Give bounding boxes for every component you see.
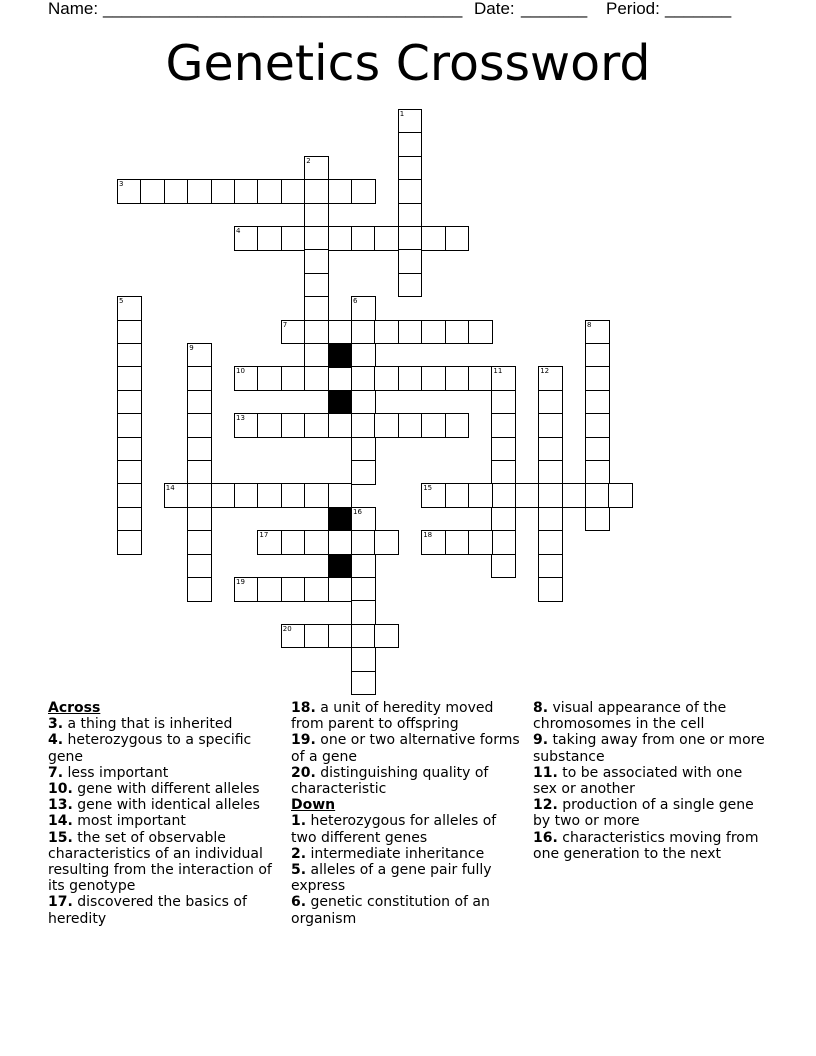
crossword-cell[interactable] [421,413,446,438]
crossword-cell[interactable] [445,226,470,251]
across-clue [48,830,280,895]
clue-number: 20 [282,624,292,633]
clue-number: 19 [236,578,245,586]
clue-text: one or two alternative forms of a gene [291,732,520,765]
crossword-cell[interactable] [421,483,446,508]
crossword-cell[interactable] [304,226,329,251]
crossword-cell[interactable] [374,320,399,345]
crossword-cell[interactable] [328,530,353,555]
crossword-cell[interactable] [117,413,142,438]
crossword-cell[interactable] [164,483,189,508]
black-square [328,507,353,532]
clue-number-label: 2. [291,845,307,862]
crossword-cell[interactable] [328,179,353,204]
clues-column-3 [533,700,765,862]
clue-number-label: 11. [533,764,558,781]
crossword-cell[interactable] [187,437,212,462]
crossword-cell[interactable] [281,413,306,438]
across-clue [291,732,521,764]
crossword-cell[interactable] [538,437,563,462]
crossword-cell[interactable] [374,366,399,391]
crossword-cell[interactable] [187,577,212,602]
across-clue [48,781,280,797]
clue-text: to be associated with one sex or another [533,764,743,798]
clue-number-label: 9. [533,732,549,749]
crossword-cell[interactable] [351,507,376,532]
crossword-cell[interactable] [304,366,329,391]
crossword-cell[interactable] [351,577,376,602]
clue-number-label: 19. [291,732,316,749]
clue-number: 10 [236,367,245,376]
clue-text: heterozygous for alleles of two different genes [291,813,497,846]
clue-number: 8 [587,320,592,329]
crossword-cell[interactable] [585,460,610,485]
clues-column-1 [48,700,280,927]
crossword-cell[interactable] [328,624,353,649]
down-clue [533,732,765,764]
crossword-cell[interactable] [187,366,212,391]
crossword-cell[interactable] [211,179,236,204]
down-clue [291,846,521,862]
crossword-cell[interactable] [281,530,306,555]
clue-number-label: 10. [48,781,73,798]
clue-number-label: 15. [48,829,73,846]
crossword-cell[interactable] [445,320,470,345]
clue-number: 5 [119,297,124,306]
clue-number-label: 1. [291,813,307,830]
crossword-cell[interactable] [351,647,376,672]
crossword-cell[interactable] [585,366,610,391]
down-clue [533,700,765,732]
crossword-cell[interactable] [281,483,306,508]
crossword-cell[interactable] [234,179,259,204]
clue-number-label: 12. [533,797,558,814]
clue-number-label: 5. [291,862,307,879]
crossword-cell[interactable] [234,577,259,602]
crossword-cell[interactable] [304,320,329,345]
down-heading: Down [291,797,336,814]
crossword-cell[interactable] [351,366,376,391]
clue-number: 14 [165,484,175,493]
crossword-cell[interactable] [328,483,353,508]
crossword-cell[interactable] [398,179,423,204]
crossword-cell[interactable] [281,320,306,345]
clue-number-label: 7. [48,764,64,781]
crossword-cell[interactable] [117,530,142,555]
crossword-cell[interactable] [187,530,212,555]
down-clue [291,894,521,926]
crossword-cell[interactable] [351,413,376,438]
crossword-cell[interactable] [398,320,423,345]
clue-number: 9 [189,344,194,352]
crossword-cell[interactable] [491,483,516,508]
clue-number-label: 6. [291,894,307,911]
clue-number-label: 13. [48,797,73,814]
clue-text: a thing that is inherited [63,716,233,733]
across-clue [48,797,280,813]
crossword-cell[interactable] [445,483,470,508]
clue-text: a unit of heredity moved from parent to offspring [291,700,494,733]
clue-text: alleles of a gene pair fully express [291,862,492,895]
crossword-cell[interactable] [351,671,376,696]
down-clue [533,797,765,829]
crossword-cell[interactable] [140,179,165,204]
crossword-cell[interactable] [538,554,563,579]
across-heading: Across [48,700,101,716]
crossword-cell[interactable] [304,577,329,602]
clue-number-label: 8. [533,700,549,716]
crossword-cell[interactable] [398,132,423,157]
crossword-cell[interactable] [257,530,282,555]
crossword-cell[interactable] [328,320,353,345]
clue-text: genetic constitution of an organism [291,894,490,927]
crossword-cell[interactable] [304,343,329,368]
clue-text: most important [72,813,186,830]
clue-number: 7 [282,320,288,329]
down-clue [533,830,765,862]
crossword-cell[interactable] [585,320,610,345]
crossword-cell[interactable] [398,366,423,391]
crossword-cell[interactable] [585,390,610,415]
period-line[interactable]: _______ [665,0,732,18]
crossword-cell[interactable] [117,390,142,415]
crossword-cell[interactable] [374,226,399,251]
clue-text: heterozygous to a specific gene [48,732,252,765]
crossword-cell[interactable] [304,530,329,555]
crossword-cell[interactable] [585,483,610,508]
crossword-cell[interactable] [117,507,142,532]
crossword-cell[interactable] [398,203,423,228]
crossword-cell[interactable] [585,343,610,368]
crossword-cell[interactable] [468,483,493,508]
crossword-cell[interactable] [328,226,353,251]
clue-number: 16 [353,507,362,516]
date-label: Date: [474,0,515,18]
clue-number: 13 [236,414,245,423]
crossword-cell[interactable] [234,226,259,251]
crossword-cell[interactable] [328,577,353,602]
clue-text: the set of observable characteristics of an individual resulting from the interaction of its genotype [48,829,272,895]
crossword-cell[interactable] [374,624,399,649]
page-title: Genetics Crossword [165,35,651,92]
crossword-cell[interactable] [117,320,142,345]
crossword-cell[interactable] [187,507,212,532]
crossword-cell[interactable] [351,320,376,345]
crossword-cell[interactable] [351,179,376,204]
crossword-cell[interactable] [538,530,563,555]
crossword-cell[interactable] [281,226,306,251]
clue-text: less important [63,764,169,781]
crossword-cell[interactable] [351,343,376,368]
clue-number: 4 [236,227,241,235]
across-clue [48,716,280,732]
crossword-cell[interactable] [187,413,212,438]
black-square [328,390,353,415]
crossword-cell[interactable] [234,366,259,391]
crossword-cell[interactable] [117,460,142,485]
clue-number: 2 [306,156,311,165]
crossword-cell[interactable] [257,366,282,391]
clue-number: 6 [353,297,358,306]
crossword-cell[interactable] [421,320,446,345]
crossword-cell[interactable] [538,483,563,508]
crossword-cell[interactable] [398,156,423,181]
crossword-cell[interactable] [491,390,516,415]
clue-text: visual appearance of the chromosomes in the cell [533,700,727,733]
across-clue [48,813,280,829]
crossword-cell[interactable] [374,413,399,438]
crossword-cell[interactable] [538,460,563,485]
across-clue [48,765,280,781]
crossword-cell[interactable] [304,413,329,438]
crossword-cell[interactable] [187,554,212,579]
crossword-cell[interactable] [117,366,142,391]
crossword-cell[interactable] [351,460,376,485]
crossword-cell[interactable] [234,483,259,508]
crossword-cell[interactable] [421,226,446,251]
name-line[interactable]: ______________________________________ [103,0,463,18]
crossword-cell[interactable] [187,343,212,368]
clue-text: production of a single gene by two or more [533,797,754,830]
crossword-cell[interactable] [117,179,142,204]
crossword-cell[interactable] [562,483,587,508]
clue-number-label: 17. [48,894,73,911]
crossword-cell[interactable] [491,530,516,555]
clue-text: gene with different alleles [72,781,260,798]
crossword-cell[interactable] [164,179,189,204]
crossword-cell[interactable] [538,413,563,438]
name-label: Name: [48,0,99,18]
clues-column-2 [291,700,521,927]
crossword-cell[interactable] [351,437,376,462]
crossword-cell[interactable] [445,413,470,438]
clue-number: 17 [259,531,269,540]
crossword-cell[interactable] [585,437,610,462]
clue-text: characteristics moving from one generation to the next [533,829,759,862]
crossword-cell[interactable] [257,413,282,438]
across-clue [48,732,280,764]
crossword-cell[interactable] [445,366,470,391]
crossword-cell[interactable] [281,179,306,204]
clue-number-label: 20. [291,764,316,781]
crossword-cell[interactable] [328,366,353,391]
across-clue [291,700,521,732]
crossword-cell[interactable] [491,366,516,391]
crossword-cell[interactable] [491,413,516,438]
clue-text: discovered the basics of heredity [48,894,247,927]
clue-number: 11 [493,367,503,376]
clue-text: distinguishing quality of characteristic [291,764,489,798]
crossword-cell[interactable] [187,390,212,415]
crossword-cell[interactable] [187,483,212,508]
clue-number-label: 14. [48,813,73,830]
crossword-cell[interactable] [351,530,376,555]
crossword-cell[interactable] [421,366,446,391]
crossword-cell[interactable] [187,460,212,485]
crossword-cell[interactable] [351,624,376,649]
crossword-cell[interactable] [491,507,516,532]
clue-number-label: 4. [48,732,64,749]
crossword-cell[interactable] [468,530,493,555]
crossword-cell[interactable] [468,320,493,345]
across-clue [291,765,521,797]
crossword-cell[interactable] [491,460,516,485]
crossword-cell[interactable] [281,366,306,391]
clue-number: 12 [540,367,550,376]
crossword-cell[interactable] [351,600,376,625]
clue-number: 15 [423,484,433,493]
crossword-cell[interactable] [257,483,282,508]
crossword-cell[interactable] [398,273,423,298]
date-line[interactable]: _______ [521,0,588,18]
crossword-cell[interactable] [257,179,282,204]
crossword-cell[interactable] [538,366,563,391]
crossword-cell[interactable] [351,390,376,415]
down-clue [291,813,521,845]
crossword-cell[interactable] [351,554,376,579]
crossword-cell[interactable] [304,296,329,321]
clue-number: 18 [423,531,433,540]
clue-number: 1 [399,110,405,118]
crossword-cell[interactable] [491,437,516,462]
crossword-cell[interactable] [328,413,353,438]
crossword-cell[interactable] [117,483,142,508]
crossword-cell[interactable] [281,624,306,649]
crossword-cell[interactable] [585,507,610,532]
crossword-cell[interactable] [304,179,329,204]
crossword-cell[interactable] [351,226,376,251]
clue-number-label: 3. [48,716,64,733]
crossword-cell[interactable] [351,296,376,321]
crossword-cell[interactable] [211,483,236,508]
crossword-cell[interactable] [234,413,259,438]
clue-number: 3 [119,180,124,189]
crossword-cell[interactable] [304,249,329,274]
clue-text: intermediate inheritance [306,845,485,862]
clue-number-label: 18. [291,700,316,716]
crossword-cell[interactable] [398,226,423,251]
crossword-cell[interactable] [491,554,516,579]
crossword-cell[interactable] [281,577,306,602]
crossword-cell[interactable] [257,577,282,602]
crossword-cell[interactable] [398,413,423,438]
crossword-cell[interactable] [304,156,329,181]
crossword-cell[interactable] [538,390,563,415]
crossword-cell[interactable] [304,203,329,228]
crossword-cell[interactable] [585,413,610,438]
clue-text: gene with identical alleles [72,797,260,814]
crossword-cell[interactable] [304,624,329,649]
clue-number-label: 16. [533,829,558,846]
crossword-cell[interactable] [538,507,563,532]
crossword-cell[interactable] [257,226,282,251]
crossword-cell[interactable] [468,366,493,391]
down-clue [291,862,521,894]
crossword-cell[interactable] [398,249,423,274]
crossword-cell[interactable] [117,343,142,368]
crossword-cell[interactable] [117,437,142,462]
crossword-cell[interactable] [515,483,540,508]
period-label: Period: [606,0,660,18]
crossword-cell[interactable] [538,577,563,602]
crossword-cell[interactable] [421,530,446,555]
crossword-cell[interactable] [398,109,423,134]
down-clue [533,765,765,797]
crossword-cell[interactable] [608,483,633,508]
crossword-cell[interactable] [117,296,142,321]
black-square [328,554,353,579]
crossword-cell[interactable] [374,530,399,555]
crossword-cell[interactable] [187,179,212,204]
across-clue [48,894,280,926]
crossword-cell[interactable] [445,530,470,555]
clue-text: taking away from one or more substance [533,732,765,765]
crossword-cell[interactable] [304,483,329,508]
black-square [328,343,353,368]
crossword-cell[interactable] [304,273,329,298]
